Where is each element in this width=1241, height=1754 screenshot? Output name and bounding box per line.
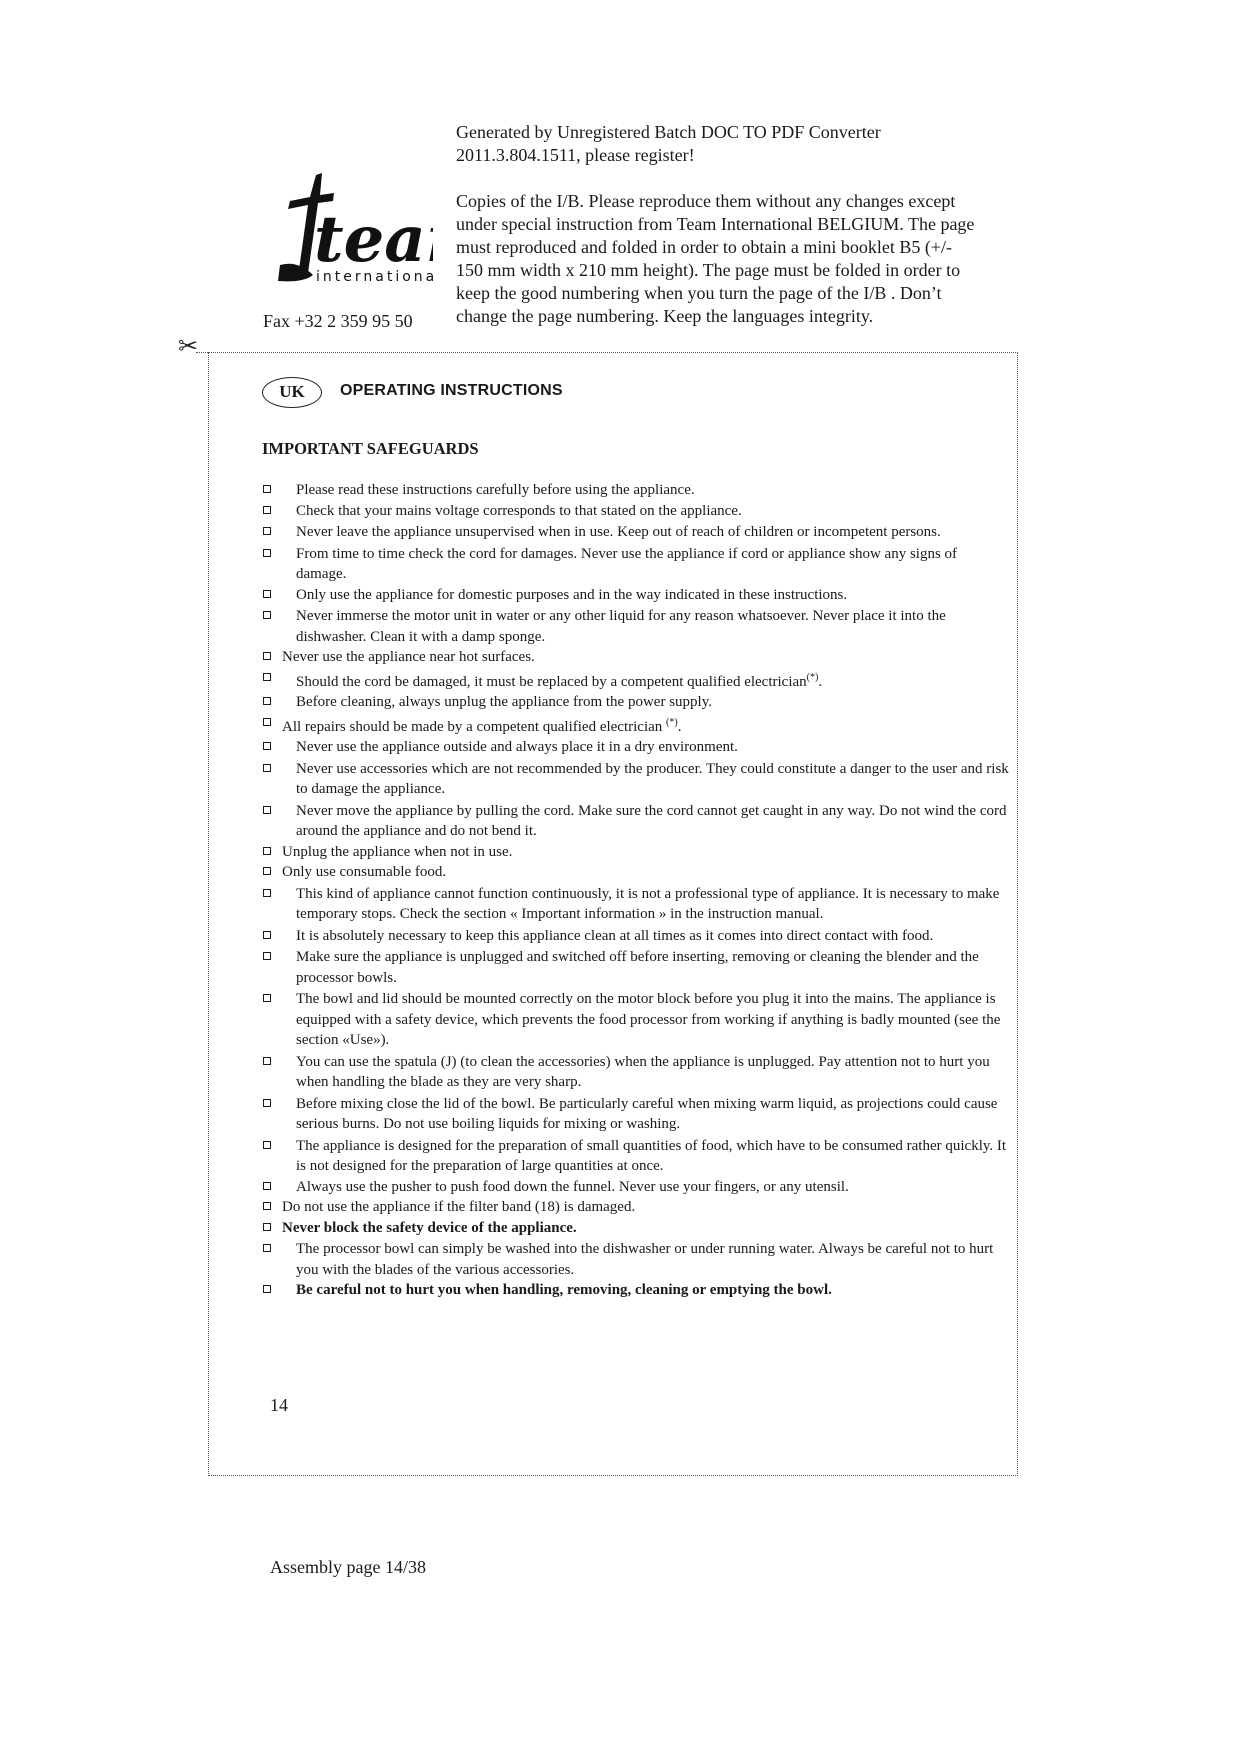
checkbox-bullet-icon [263,697,271,705]
safeguard-item [260,501,1010,522]
sentence-end: . [677,718,682,735]
safeguard-text: From time to time check the cord for damages. Never use the appliance if cord or appliance show any signs of damage. [296,545,958,582]
checkbox-bullet-icon [263,590,271,598]
checkbox-bullet-icon [263,611,271,619]
safeguard-text: Only use consumable food. [282,864,447,880]
checkbox-bullet-icon [263,1223,271,1231]
footnote-marker: (*) [666,716,678,728]
checkbox-bullet-icon [263,1141,271,1149]
checkbox-bullet-icon [263,867,271,875]
logo-graphic [258,165,433,295]
safeguard-item [260,884,1010,925]
checkbox-bullet-icon [263,506,271,514]
checkbox-bullet-icon [263,1244,271,1252]
checkbox-bullet-icon [263,673,271,681]
checkbox-bullet-icon [263,994,271,1002]
team-international-logo [258,165,433,295]
checkbox-bullet-icon [263,652,271,660]
safeguard-text: Never use the appliance near hot surfaces. [282,649,535,665]
safeguard-text: The processor bowl can simply be washed into the dishwasher or under running water. Always be careful not to hurt you with the blades of the various accessories. [296,1241,994,1278]
safeguard-item [260,737,1010,758]
sentence-end: . [818,673,823,690]
safeguard-text: It is absolutely necessary to keep this appliance clean at all times as it comes into direct contact with food. [296,927,934,944]
safeguard-item [260,544,1010,585]
safeguard-text: Before mixing close the lid of the bowl. Be particularly careful when mixing warm liquid, as projections could cause serious burns. Do not use boiling liquids for mixing or washing. [296,1095,998,1132]
checkbox-bullet-icon [263,742,271,750]
safeguard-item [260,713,1010,738]
logo-wordmark: tea [314,202,426,277]
safeguard-text: Never immerse the motor unit in water or any other liquid for any reason whatsoever. Never place it into the dishwasher. Clean it with a damp sponge. [296,608,946,645]
safeguard-item [260,801,1010,842]
safeguard-item [260,1136,1010,1177]
checkbox-bullet-icon [263,806,271,814]
assembly-page-label: Assembly page 14/38 [270,1557,426,1577]
safeguard-item [260,1197,1010,1218]
reproduction-notice: Copies of the I/B. Please reproduce them without any changes except under special instruction from Team International BELGIUM. The page must reproduced and folded in order to obtain a mini booklet B5 (+/- 150 mm width x 210 mm height). The page must be folded in order to keep the good numbering when you turn the page of the I/B . Don’t change the page numbering. Keep the languages integrity. [456,191,975,326]
safeguard-item [260,1052,1010,1093]
safeguard-text: Be careful not to hurt you when handling, removing, cleaning or emptying the bowl. [296,1282,832,1298]
safeguard-item [260,926,1010,947]
safeguard-text: Only use the appliance for domestic purposes and in the way indicated in these instructions. [296,586,848,603]
checkbox-bullet-icon [263,1182,271,1190]
checkbox-bullet-icon [263,718,271,726]
safeguards-heading: IMPORTANT SAFEGUARDS [262,439,479,458]
safeguard-text: Never leave the appliance unsupervised when in use. Keep out of reach of children or incompetent persons. [296,524,941,540]
safeguard-text: Unplug the appliance when not in use. [282,843,513,860]
safeguard-item [260,606,1010,647]
checkbox-bullet-icon [263,952,271,960]
language-badge: UK [262,377,322,408]
safeguard-text: All repairs should be made by a competent qualified electrician [282,718,667,735]
safeguard-text: The appliance is designed for the preparation of small quantities of food, which have to be consumed rather quickly. It is not designed for the preparation of large quantities at once. [296,1137,1007,1174]
page-number: 14 [270,1395,288,1415]
checkbox-bullet-icon [263,1285,271,1293]
footnote-marker: (*) [806,671,819,683]
safeguard-text: Do not use the appliance if the filter band (18) is damaged. [282,1199,636,1215]
safeguard-text: You can use the spatula (J) (to clean the accessories) when the appliance is unplugged. Pay attention not to hurt you when handling the blade as they are very sharp. [296,1053,990,1090]
checkbox-bullet-icon [263,1057,271,1065]
safeguard-item [260,480,1010,501]
checkbox-bullet-icon [263,1099,271,1107]
cut-line [196,352,208,353]
safeguard-text: Check that your mains voltage corresponds to that stated on the appliance. [296,502,742,519]
safeguard-item [260,947,1010,988]
safeguard-item [260,522,1010,543]
safeguard-text: The bowl and lid should be mounted correctly on the motor block before you plug it into the mains. The appliance is equipped with a safety device, which prevents the food processor from working if anything is badly mounted (see the section «Use»). [296,991,1001,1048]
safeguard-item [260,1239,1010,1280]
safeguard-item [260,1280,1010,1301]
safeguard-text: Never block the safety device of the appliance. [282,1219,577,1236]
checkbox-bullet-icon [263,485,271,493]
safeguard-text: Never use the appliance outside and always place it in a dry environment. [296,739,738,755]
safeguard-text: Never move the appliance by pulling the cord. Make sure the cord cannot get caught in any way. Do not wind the cord around the appliance and do not bend it. [296,802,1007,839]
safeguard-item [260,842,1010,863]
safeguard-text: Please read these instructions carefully before using the appliance. [296,482,695,498]
checkbox-bullet-icon [263,847,271,855]
section-title: OPERATING INSTRUCTIONS [340,382,563,399]
safeguard-text: This kind of appliance cannot function continuously, it is not a professional type of appliance. It is necessary to make temporary stops. Check the section « Important information » in the instruction manual. [296,885,1000,922]
generator-notice: Generated by Unregistered Batch DOC TO PDF Converter 2011.3.804.1511, please register! [456,122,881,165]
safeguard-item [260,759,1010,800]
logo-subtext: international [316,269,433,285]
safeguard-item [260,862,1010,883]
safeguard-item [260,1218,1010,1239]
checkbox-bullet-icon [263,889,271,897]
safeguard-item [260,1094,1010,1135]
safeguard-item [260,989,1010,1051]
checkbox-bullet-icon [263,1202,271,1210]
safeguard-text: Always use the pusher to push food down the funnel. Never use your fingers, or any utensil. [296,1178,849,1195]
fax-number: Fax +32 2 359 95 50 [263,311,413,331]
safeguards-list [260,480,1010,1301]
checkbox-bullet-icon [263,527,271,535]
scissors-icon: ✂ [178,332,199,360]
checkbox-bullet-icon [263,549,271,557]
safeguard-item [260,692,1010,713]
safeguard-item [260,668,1010,693]
safeguard-text: Should the cord be damaged, it must be replaced by a competent qualified electrician [296,673,807,690]
safeguard-text: Before cleaning, always unplug the appliance from the power supply. [296,694,712,710]
checkbox-bullet-icon [263,931,271,939]
safeguard-text: Never use accessories which are not recommended by the producer. They could constitute a danger to the user and risk to damage the appliance. [296,760,1009,797]
safeguard-item [260,647,1010,668]
safeguard-text: Make sure the appliance is unplugged and switched off before inserting, removing or cleaning the blender and the processor bowls. [296,949,979,986]
safeguard-item [260,585,1010,606]
checkbox-bullet-icon [263,764,271,772]
safeguard-item [260,1177,1010,1198]
